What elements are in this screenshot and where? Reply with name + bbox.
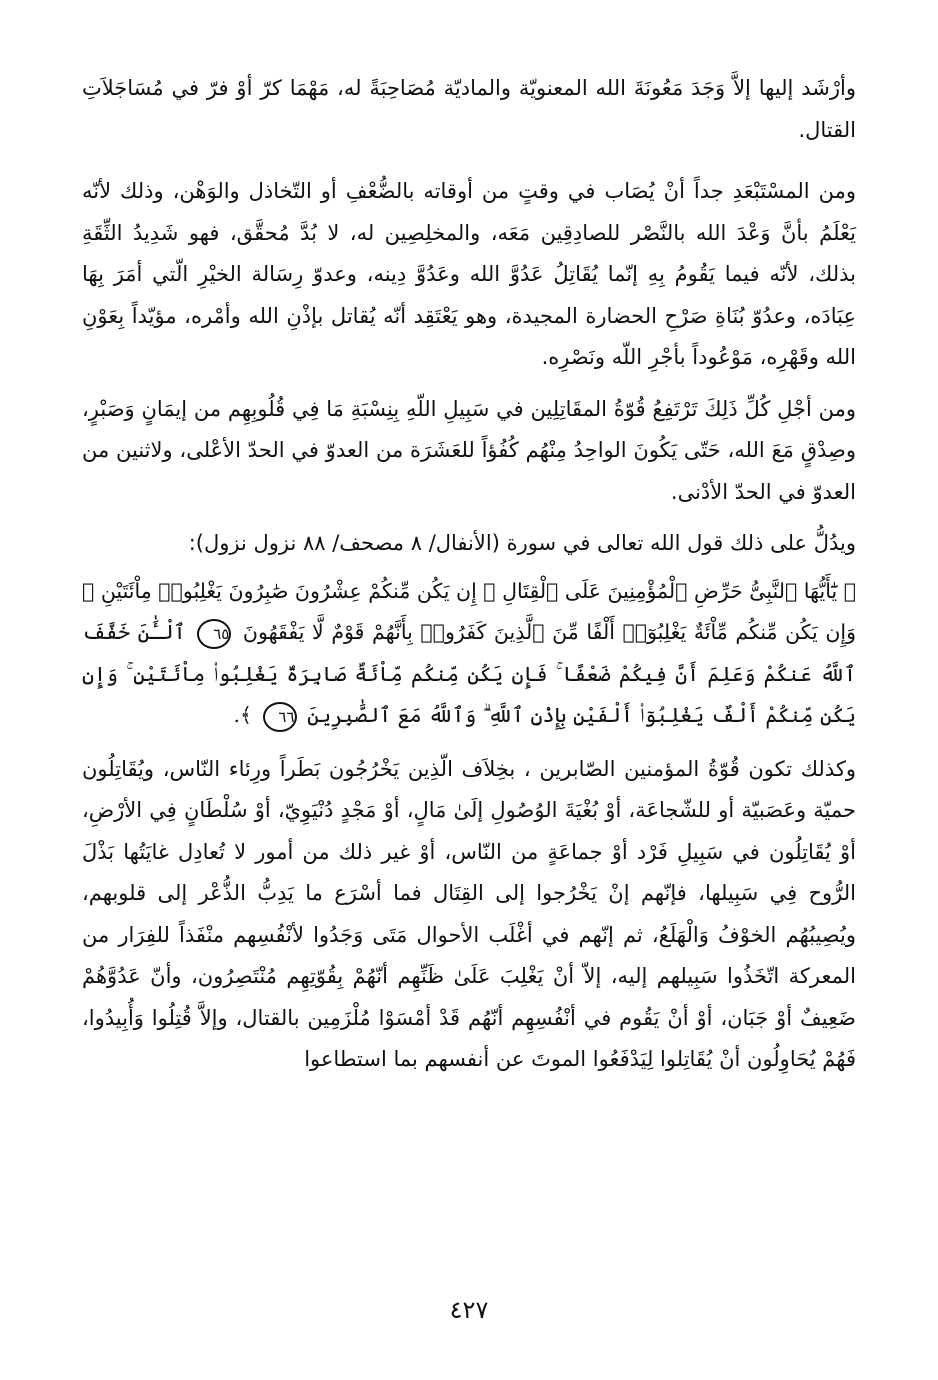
quran-verse (82, 571, 856, 737)
paragraph-3: ومن أجْلِ كُلِّ ذَلِكَ تَرْتَفِعُ قُوّةُ المقَاتِلِين في سَبِيلِ اللّهِ بِنِسْبَةِ مَا فِي قُلُوبِهِم من إيمَانٍ وَصَبْرٍ، وصِدْقٍ مَعَ الله، حَتّى يَكُونَ الواحِدُ مِنْهُم كُفُؤاً للعَشَرَة من العدوّ في الحدّ الأعْلى، ولاثنين من العدوّ في الحدّ الأدْنى. (82, 396, 856, 504)
verse-part-1: يَٰٓأَيُّهَا ٱلنَّبِىُّ حَرِّضِ ٱلْمُؤْمِنِينَ عَلَى ٱلْقِتَالِ ۚ إِن يَكُن مِّنكُمْ عِشْرُونَ صَٰبِرُونَ يَغْلِبُوا۟ مِاْئَتَيْنِ ۚ وَإِن يَكُن مِّنكُم مِّاْئَةٌ يَغْلِبُوٓا۟ أَلْفًا مِّنَ ٱلَّذِينَ كَفَرُوا۟ بِأَنَّهُمْ قَوْمٌ لَّا يَفْقَهُونَ (82, 578, 856, 644)
paragraph-2: ومن المسْتَبْعَدِ جداً أنْ يُصَاب في وقتٍ من أوقاته بالضُّعْفِ أو التّخاذل والوَهْن، وذلك لأنّه يَعْلَمُ بأنَّ وَعْدَ الله بالنَّصْر للصادِقِين مَعَه، والمخلِصِين له، لا بُدَّ مُحقَّق، فهو شَدِيدُ الثِّقَةِ بذلك، لأنّه فيما يَقُومُ بِهِ إنّما يُقَاتِلُ عَدُوَّ الله وعَدُوَّ دِينه، وعدوّ رِسَالة الخيْرِ الّتي أمَرَ بِهَا عِبَادَه، وعدُوّ بُنَاةِ صَرْحِ الحضارة المجيدة، وهو يَعْتَقِد أنّه يُقاتل بإذْنِ الله وأمْره، مؤيّداً بِعَوْنِ الله وقَهْرِه، مَوْعُوداً بأجْرِ اللّه ونَصْرِه. (82, 179, 856, 369)
ayah-number-65: ٦٥ (197, 619, 231, 649)
verse-open-bracket: ﴿ (843, 578, 856, 603)
verse-part-2: ٱلْـَٰٔنَ خَفَّفَ ٱللَّهُ عَنكُمْ وَعَلِمَ أَنَّ فِيكُمْ ضَعْفًا ۚ فَإِن يَكُن مِّنكُم مِّاْئَةٌ صَابِرَةٌ يَغْلِبُوا۟ مِاْئَتَيْنِ ۚ وَإِن يَكُن مِّنكُمْ أَلْفٌ يَغْلِبُوٓا۟ أَلْفَيْنِ بِإِذْنِ ٱللَّهِ ۗ وَٱللَّهُ مَعَ ٱلصَّٰبِرِينَ (82, 620, 856, 727)
paragraph-5: وكذلك تكون قُوّةُ المؤمنين الصّابرين ، بخِلاَف الّذِين يَخْرُجُون بَطَراً ورِئاء النّاس، ويُقَاتِلُون حميّة وعَصَبيّة أو للشّجاعَة، أوْ بُغْيَةَ الوُصُولِ إلَىٰ مَالٍ، أوْ مَجْدٍ دُنْيَوِيّ، أوْ سُلْطَانٍ فِي الأرْضِ، أوْ يُقَاتِلُون في سَبِيلِ فَرْد أوْ جماعَةٍ من النّاس، أوْ غير ذلك من أمور لا تُعادِل غايَتُها بَذْلَ الرُّوح فِي سَبِيلها، فإنّهم إنْ يَخْرُجوا إلى القِتَال فما أسْرَع ما يَدِبُّ الذُّعْر إلى قلوبهم، ويُصِيبُهُم الخوْفُ وَالْهَلَعُ، ثم إنّهم في أغْلَب الأحوال مَتَى وَجَدُوا لأنْفُسِهم منْفَذاً للفِرَار من المعركة اتّخَذُوا سَبِيلهم إليه، إلاّ أنْ يَغْلِبَ عَلَىٰ ظَنِّهِم أنّهُمْ بِقُوّتِهِم مُنْتَصِرُون، وأنّ عَدُوَّهُمْ ضَعِيفٌ أوْ جَبَان، أوْ أنْ يَقُوم في أنْفُسِهِم أنّهُم قَدْ أمْسَوْا مُلْزَمِين بالقتال، وإلاَّ قُتِلُوا وَأُبِيدُوا، فَهُمْ يُحَاوِلُون أنْ يُقَاتِلوا لِيَدْفَعُوا الموتَ عن أنفسهم بما استطاعوا (82, 756, 856, 1071)
page-number: ٤٢٧ (449, 1296, 489, 1324)
paragraph-4: ويدُلُّ على ذلك قول الله تعالى في سورة (الأنفال/ ٨ مصحف/ ٨٨ نزول نزول): (188, 531, 856, 555)
paragraph-1: وأرْشَد إليها إلاَّ وَجَدَ مَعُونَةَ الله المعنويّة والماديّة مُصَاحِبَةً له، مَهْمَا كرّ أوْ فرّ في مُسَاجَلاَتِ القتال. (82, 76, 856, 142)
ayah-number-66: ٦٦ (263, 702, 297, 732)
verse-close-bracket: ﴾. (233, 703, 252, 727)
